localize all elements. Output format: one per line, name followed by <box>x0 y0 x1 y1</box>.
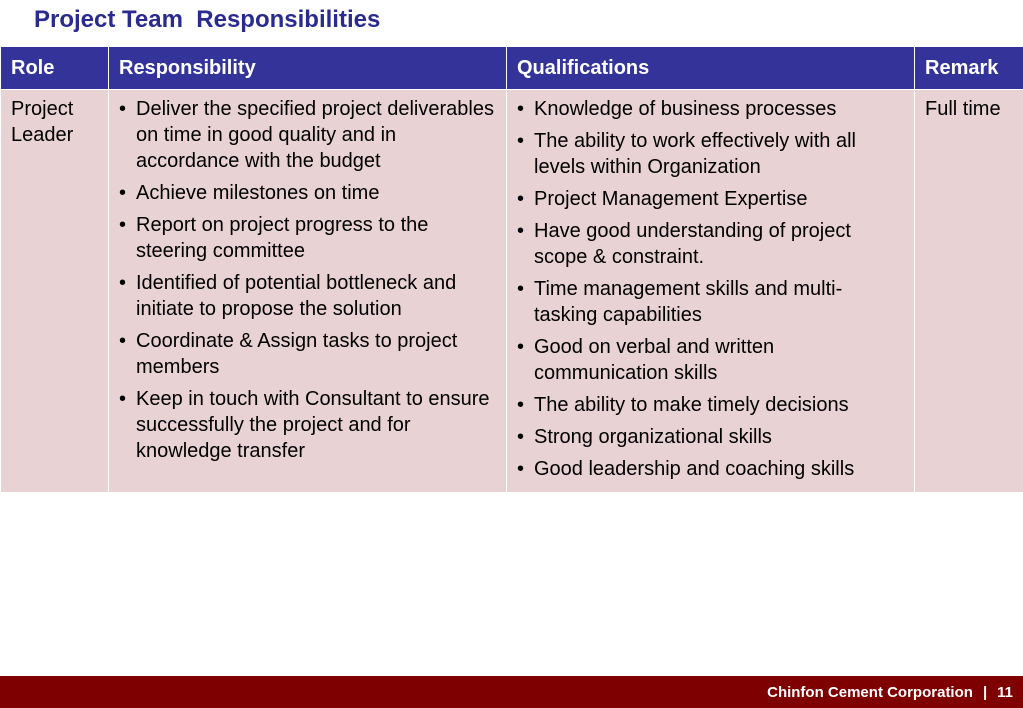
footer-bar <box>0 676 1023 708</box>
qualifications-list <box>517 96 904 482</box>
bullet-icon: • <box>517 130 525 152</box>
list-item-text: Good on verbal and written communication skills <box>534 336 775 384</box>
list-item-text: Identified of potential bottleneck and initiate to propose the solution <box>136 272 457 320</box>
list-item <box>119 96 496 174</box>
list-item <box>517 392 904 418</box>
table-row <box>1 90 1023 493</box>
bullet-icon: • <box>517 278 525 300</box>
bullet-icon: • <box>517 220 525 242</box>
list-item-text: The ability to make timely decisions <box>534 394 849 416</box>
list-item-text: Project Management Expertise <box>534 188 808 210</box>
list-item <box>119 180 496 206</box>
list-item <box>517 218 904 270</box>
bullet-icon: • <box>119 182 127 204</box>
list-item-text: Strong organizational skills <box>534 426 772 448</box>
bullet-icon: • <box>119 330 127 352</box>
bullet-icon: • <box>517 98 525 120</box>
list-item <box>119 270 496 322</box>
role-cell: Project Leader <box>1 90 109 493</box>
list-item-text: Time management skills and multi-tasking capabilities <box>534 278 843 326</box>
footer-separator: | <box>982 684 988 701</box>
page-number: 11 <box>997 684 1013 701</box>
column-header-role: Role <box>1 47 109 90</box>
bullet-icon: • <box>119 214 127 236</box>
column-header-responsibility: Responsibility <box>109 47 507 90</box>
list-item <box>517 276 904 328</box>
remark-cell: Full time <box>915 90 1023 493</box>
list-item-text: The ability to work effectively with all levels within Organization <box>534 130 856 178</box>
qualifications-cell <box>507 90 915 493</box>
bullet-icon: • <box>119 98 127 120</box>
list-item <box>119 328 496 380</box>
page-title: Project Team Responsibilities <box>34 6 381 33</box>
bullet-icon: • <box>517 426 525 448</box>
bullet-icon: • <box>119 388 127 410</box>
list-item <box>119 386 496 464</box>
list-item-text: Achieve milestones on time <box>136 182 380 204</box>
footer-text <box>767 684 1013 701</box>
list-item-text: Keep in touch with Consultant to ensure successfully the project and for knowledge transfer <box>136 388 490 462</box>
list-item <box>517 186 904 212</box>
list-item <box>119 212 496 264</box>
bullet-icon: • <box>517 458 525 480</box>
list-item <box>517 424 904 450</box>
list-item-text: Have good understanding of project scope & constraint. <box>534 220 851 268</box>
list-item <box>517 456 904 482</box>
bullet-icon: • <box>517 394 525 416</box>
responsibility-list <box>119 96 496 464</box>
list-item-text: Good leadership and coaching skills <box>534 458 855 480</box>
list-item <box>517 128 904 180</box>
bullet-icon: • <box>517 336 525 358</box>
responsibilities-table <box>0 46 1023 493</box>
company-name: Chinfon Cement Corporation <box>767 684 973 701</box>
responsibility-cell <box>109 90 507 493</box>
list-item-text: Knowledge of business processes <box>534 98 837 120</box>
list-item-text: Coordinate & Assign tasks to project members <box>136 330 458 378</box>
list-item-text: Deliver the specified project deliverables on time in good quality and in accordance with the budget <box>136 98 494 172</box>
list-item <box>517 334 904 386</box>
list-item-text: Report on project progress to the steering committee <box>136 214 429 262</box>
bullet-icon: • <box>517 188 525 210</box>
table-header-row <box>1 47 1023 90</box>
bullet-icon: • <box>119 272 127 294</box>
column-header-remark: Remark <box>915 47 1023 90</box>
column-header-qualifications: Qualifications <box>507 47 915 90</box>
list-item <box>517 96 904 122</box>
